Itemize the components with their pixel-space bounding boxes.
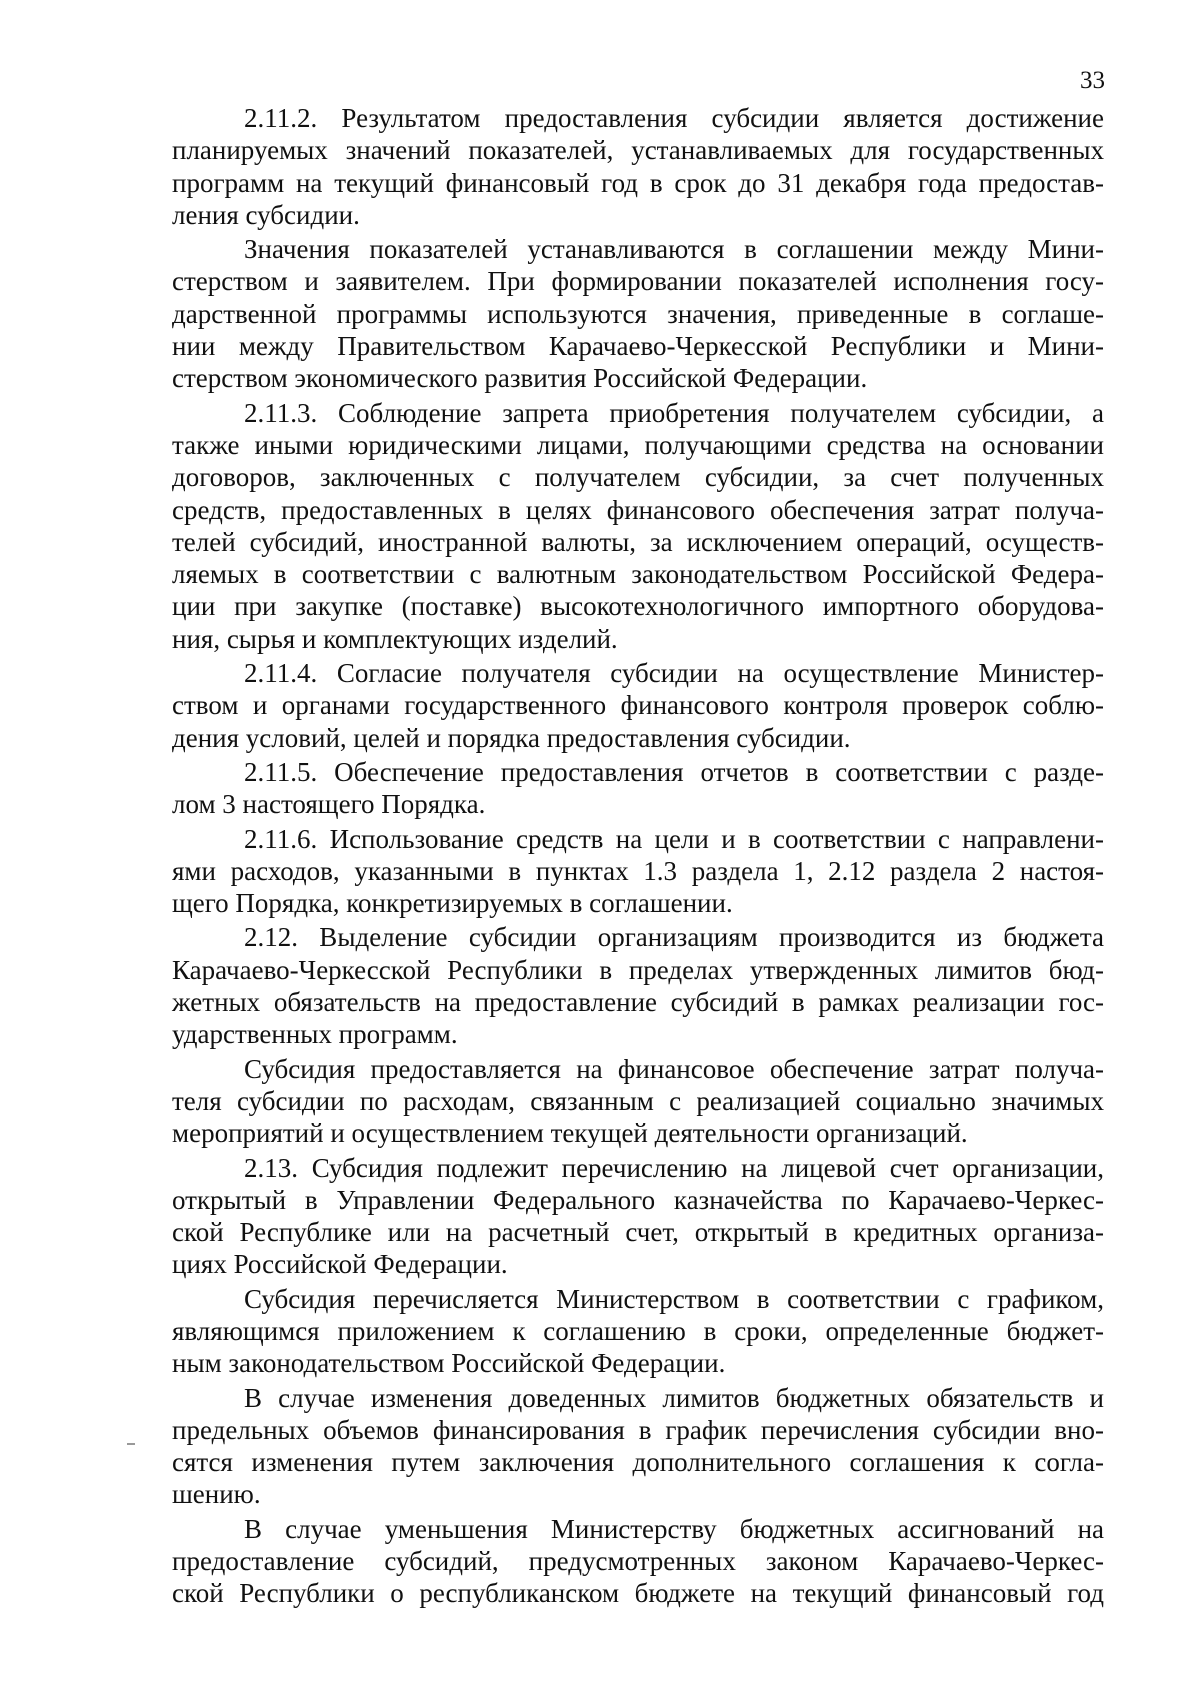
text-line: 2.12. Выделение субсидии организациям производится из бюджета <box>244 922 1104 953</box>
text-line: открытый в Управлении Федерального казначейства по Карачаево-Черкес- <box>172 1184 1104 1215</box>
text-line: ции при закупке (поставке) высокотехнологичного импортного оборудова- <box>172 591 1104 622</box>
text-line: нии между Правительством Карачаево-Черкесской Республики и Мини- <box>172 331 1104 362</box>
text-line: В случае уменьшения Министерству бюджетных ассигнований на <box>244 1513 1104 1544</box>
paragraph <box>172 756 1104 821</box>
text-line: дения условий, целей и порядка предоставления субсидии. <box>172 722 851 753</box>
text-line: 2.11.2. Результатом предоставления субсидии является достижение <box>244 103 1104 133</box>
text-line: ления субсидии. <box>172 199 360 230</box>
paragraph <box>172 1053 1104 1150</box>
text-line: являющимся приложением к соглашению в сроки, определенные бюджет- <box>172 1315 1104 1346</box>
text-line: щего Порядка, конкретизируемых в соглашении. <box>172 888 733 919</box>
text-line: циях Российской Федерации. <box>172 1249 508 1280</box>
paragraph <box>172 1382 1104 1511</box>
text-line: стерством экономического развития Российской Федерации. <box>172 363 868 394</box>
text-line: дарственной программы используются значения, приведенные в соглаше- <box>172 298 1104 329</box>
paragraph <box>172 1513 1104 1610</box>
text-line: ляемых в соответствии с валютным законодательством Российской Федера- <box>172 559 1104 590</box>
margin-mark <box>127 1443 135 1445</box>
text-line: сятся изменения путем заключения дополнительного соглашения к согла- <box>172 1447 1104 1478</box>
text-line: стерством и заявителем. При формировании показателей исполнения госу- <box>172 266 1104 297</box>
text-line: 2.13. Субсидия подлежит перечислению на лицевой счет организации, <box>244 1152 1104 1183</box>
text-line: планируемых значений показателей, устанавливаемых для государственных <box>172 135 1104 166</box>
text-line: 2.11.6. Использование средств на цели и в соответствии с направлени- <box>244 823 1104 854</box>
text-line: программ на текущий финансовый год в срок до 31 декабря года предостав- <box>172 167 1104 198</box>
text-line: также иными юридическими лицами, получающими средства на основании <box>172 429 1104 460</box>
paragraph <box>172 823 1104 920</box>
text-line: ской Республики о республиканском бюджете на текущий финансовый год <box>172 1578 1104 1609</box>
text-line: телей субсидий, иностранной валюты, за исключением операций, осуществ- <box>172 526 1104 557</box>
page-number: 33 <box>1080 67 1105 94</box>
text-line: 2.11.3. Соблюдение запрета приобретения получателем субсидии, а <box>244 397 1104 428</box>
document-body <box>172 102 1104 1612</box>
text-line: 2.11.5. Обеспечение предоставления отчетов в соответствии с разде- <box>244 756 1104 787</box>
text-line: договоров, заключенных с получателем субсидии, за счет полученных <box>172 462 1104 493</box>
text-line: предельных объемов финансирования в график перечисления субсидии вно- <box>172 1414 1104 1445</box>
text-line: предоставление субсидий, предусмотренных законом Карачаево-Черкес- <box>172 1546 1104 1577</box>
text-line: ями расходов, указанными в пунктах 1.3 раздела 1, 2.12 раздела 2 настоя- <box>172 855 1104 886</box>
text-line: мероприятий и осуществлением текущей деятельности организаций. <box>172 1118 968 1149</box>
text-line: ством и органами государственного финансового контроля проверок соблю- <box>172 690 1104 721</box>
text-line: Субсидия предоставляется на финансовое обеспечение затрат получа- <box>244 1053 1104 1084</box>
paragraph <box>172 1152 1104 1281</box>
text-line: ния, сырья и комплектующих изделий. <box>172 623 618 654</box>
text-line: лом 3 настоящего Порядка. <box>172 789 486 820</box>
text-line: 2.11.4. Согласие получателя субсидии на осуществление Министер- <box>244 658 1104 689</box>
text-line: Субсидия перечисляется Министерством в соответствии с графиком, <box>244 1283 1104 1314</box>
text-line: В случае изменения доведенных лимитов бюджетных обязательств и <box>244 1382 1104 1413</box>
paragraph <box>172 1283 1104 1380</box>
text-line: шению. <box>172 1479 261 1510</box>
paragraph <box>172 921 1104 1050</box>
text-line: Значения показателей устанавливаются в соглашении между Мини- <box>244 234 1104 265</box>
text-line: жетных обязательств на предоставление субсидий в рамках реализации гос- <box>172 987 1104 1018</box>
text-line: теля субсидии по расходам, связанным с реализацией социально значимых <box>172 1085 1104 1116</box>
paragraph <box>172 102 1104 231</box>
text-line: ным законодательством Российской Федерации. <box>172 1348 726 1379</box>
text-line: средств, предоставленных в целях финансового обеспечения затрат получа- <box>172 494 1104 525</box>
paragraph <box>172 397 1104 655</box>
paragraph <box>172 233 1104 394</box>
text-line: ударственных программ. <box>172 1019 458 1050</box>
paragraph <box>172 657 1104 754</box>
text-line: Карачаево-Черкесской Республики в пределах утвержденных лимитов бюд- <box>172 954 1104 985</box>
text-line: ской Республике или на расчетный счет, открытый в кредитных организа- <box>172 1217 1104 1248</box>
